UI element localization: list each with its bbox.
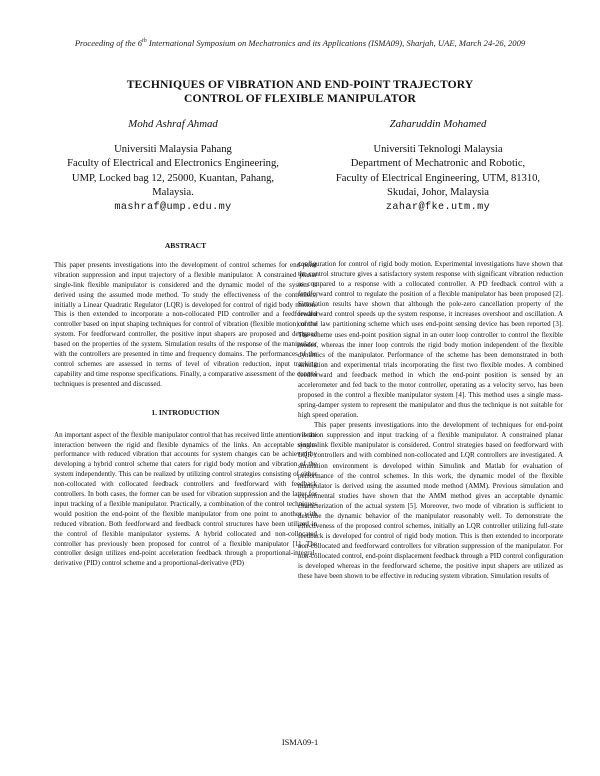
introduction-paragraph-continued: configuration for control of rigid body motion. Experimental investigations have shown that the control structure gives a satisfactory system response with significant vibration reduction as compared to a response with a collocated controller. A PD feedback control with a feedforward control to regulate the position of a flexible manipulator has been proposed [2]. Simulation results have shown that although the pole-zero cancellation property of the feedforward control speeds up the system response, it increases overshoot and oscillation. A control law partitioning scheme which uses end-point sensing device has been reported [3]. The scheme uses end-point position signal in an outer loop controller to control the flexible modes, whereas the inner loop controls the rigid body motion independent of the flexible dynamics of the manipulator. Performance of the scheme has been demonstrated in both simulation and experimental trials incorporating the first two flexible modes. A combined feedforward and feedback method in which the end-point position is sensed by an accelerometer and fed back to the motor controller, operating as a velocity servo, has been proposed in the control a flexible manipulator system [4]. This method uses a single mass-spring-damper system to represent the manipulator and thus the technique is not suitable for high speed operation.: [298, 260, 563, 420]
author-affiliation: Universiti Teknologi Malaysia: [373, 143, 503, 155]
abstract-heading: ABSTRACT: [164, 241, 207, 250]
introduction-paragraph: An important aspect of the flexible manipulator control that has received little attention is the interaction between the rigid and flexible dynamics of the links. An acceptable system performance with reduced vibration that accounts for system changes can be achieved by developing a hybrid control scheme that caters for rigid body motion and vibration of the system independently. This can be realized by utilizing control strategies consisting of either non-collocated with collocated feedback controllers and feedforward with feedback controllers. In both cases, the former can be used for vibration suppression and the latter for input tracking of a flexible manipulator. Practically, a combination of the control techniques would position the end-point of the flexible manipulator from one point to another with reduced vibration. Both feedforward and feedback control structures have been utilized in the control of flexible manipulator systems. A hybrid collocated and non-collocated controller has previously been proposed for control of a flexible manipulator [1]. The controller design utilizes end-point acceleration feedback through a proportional-integral-derivative (PID) control scheme and a proportional-derivative (PD): [54, 430, 318, 568]
author-affiliation: Skudai, Johor, Malaysia: [387, 187, 489, 198]
author-name: Mohd Ashraf Ahmad: [128, 118, 218, 130]
left-column: [54, 241, 317, 569]
author-block-2: [303, 117, 573, 215]
author-affiliation: Malaysia.: [152, 187, 194, 198]
author-affiliation: Faculty of Electrical Engineering, UTM, 81310,: [335, 172, 541, 184]
introduction-heading: 1. INTRODUCTION: [151, 407, 220, 417]
conference-header-prefix: Proceeding of the 6: [74, 38, 143, 48]
conference-header: [0, 38, 600, 48]
author-email: mashraf@ump.edu.my: [114, 201, 232, 213]
paper-title-line-1: TECHNIQUES OF VIBRATION AND END-POINT TRAJECTORY: [126, 78, 474, 91]
paper-title: [0, 78, 600, 106]
author-email: zahar@fke.utm.my: [385, 201, 491, 213]
right-column: [298, 259, 563, 582]
author-block-1: [38, 117, 308, 215]
introduction-paragraph: This paper presents investigations into the development of techniques for end-point vibration suppression and input tracking of a flexible manipulator. A constrained planar single-link flexible manipulator is considered. Control strategies based on feedforward with LQR controllers and with combined non-collocated and LQR controllers are investigated. A simulation environment is developed within Simulink and Matlab for evaluation of performance of the control schemes. In this work, the dynamic model of the flexible manipulator is derived using the assumed mode method (AMM). Previous simulation and experimental studies have shown that the AMM method gives an acceptable dynamic characterization of the actual system [5]. Moreover, two mode of vibration is sufficient to describe the dynamic behavior of the manipulator reasonably well. To demonstrate the effectiveness of the proposed control schemes, initially an LQR controller utilizing full-state feedback is developed for control of rigid body motion. This is then extended to incorporate non-collocated and feedforward controllers for vibration suppression of the manipulator. For non-collocated control, end-point displacement feedback through a PID control configuration is developed whereas in the feedforward scheme, the positive input shapers are utilized as these have been shown to be effective in reducing system vibration. Simulation results of: [298, 421, 563, 581]
paper-title-line-2: CONTROL OF FLEXIBLE MANIPULATOR: [184, 92, 416, 105]
abstract-text: This paper presents investigations into the development of control schemes for end-point vibration suppression and input trajectory of a flexible manipulator. A constrained planar single-link flexible manipulator is considered and the dynamic model of the system is derived using the assumed mode method. To study the effectiveness of the controllers, initially a Linear Quadratic Regulator (LQR) is developed for control of rigid body motion. This is then extended to incorporate a non-collocated PID controller and a feedforward controller based on input shaping techniques for control of vibration (flexible motion) of the system. For feedforward controller, the positive input shapers are proposed and designed based on the properties of the system. Simulation results of the response of the manipulator with the controllers are presented in time and frequency domains. The performances of the control schemes are assessed in terms of level of vibration reduction, input tracking capability and time response specifications. Finally, a comparative assessment of the control techniques is presented and discussed.: [54, 260, 317, 388]
author-affiliation: Department of Mechatronic and Robotic,: [350, 158, 526, 169]
author-name: Zaharuddin Mohamed: [389, 118, 487, 130]
author-affiliation: Faculty of Electrical and Electronics Engineering,: [67, 158, 279, 169]
conference-header-rest: International Symposium on Mechatronics and its Applications (ISMA09), Sharjah, UAE, March 24-26, 2009: [146, 38, 526, 48]
author-affiliation: UMP, Locked bag 12, 25000, Kuantan, Pahang,: [71, 172, 275, 184]
author-affiliation: Universiti Malaysia Pahang: [114, 143, 232, 155]
conference-header-superscript: th: [142, 38, 147, 45]
page-footer: ISMA09-1: [281, 738, 319, 747]
